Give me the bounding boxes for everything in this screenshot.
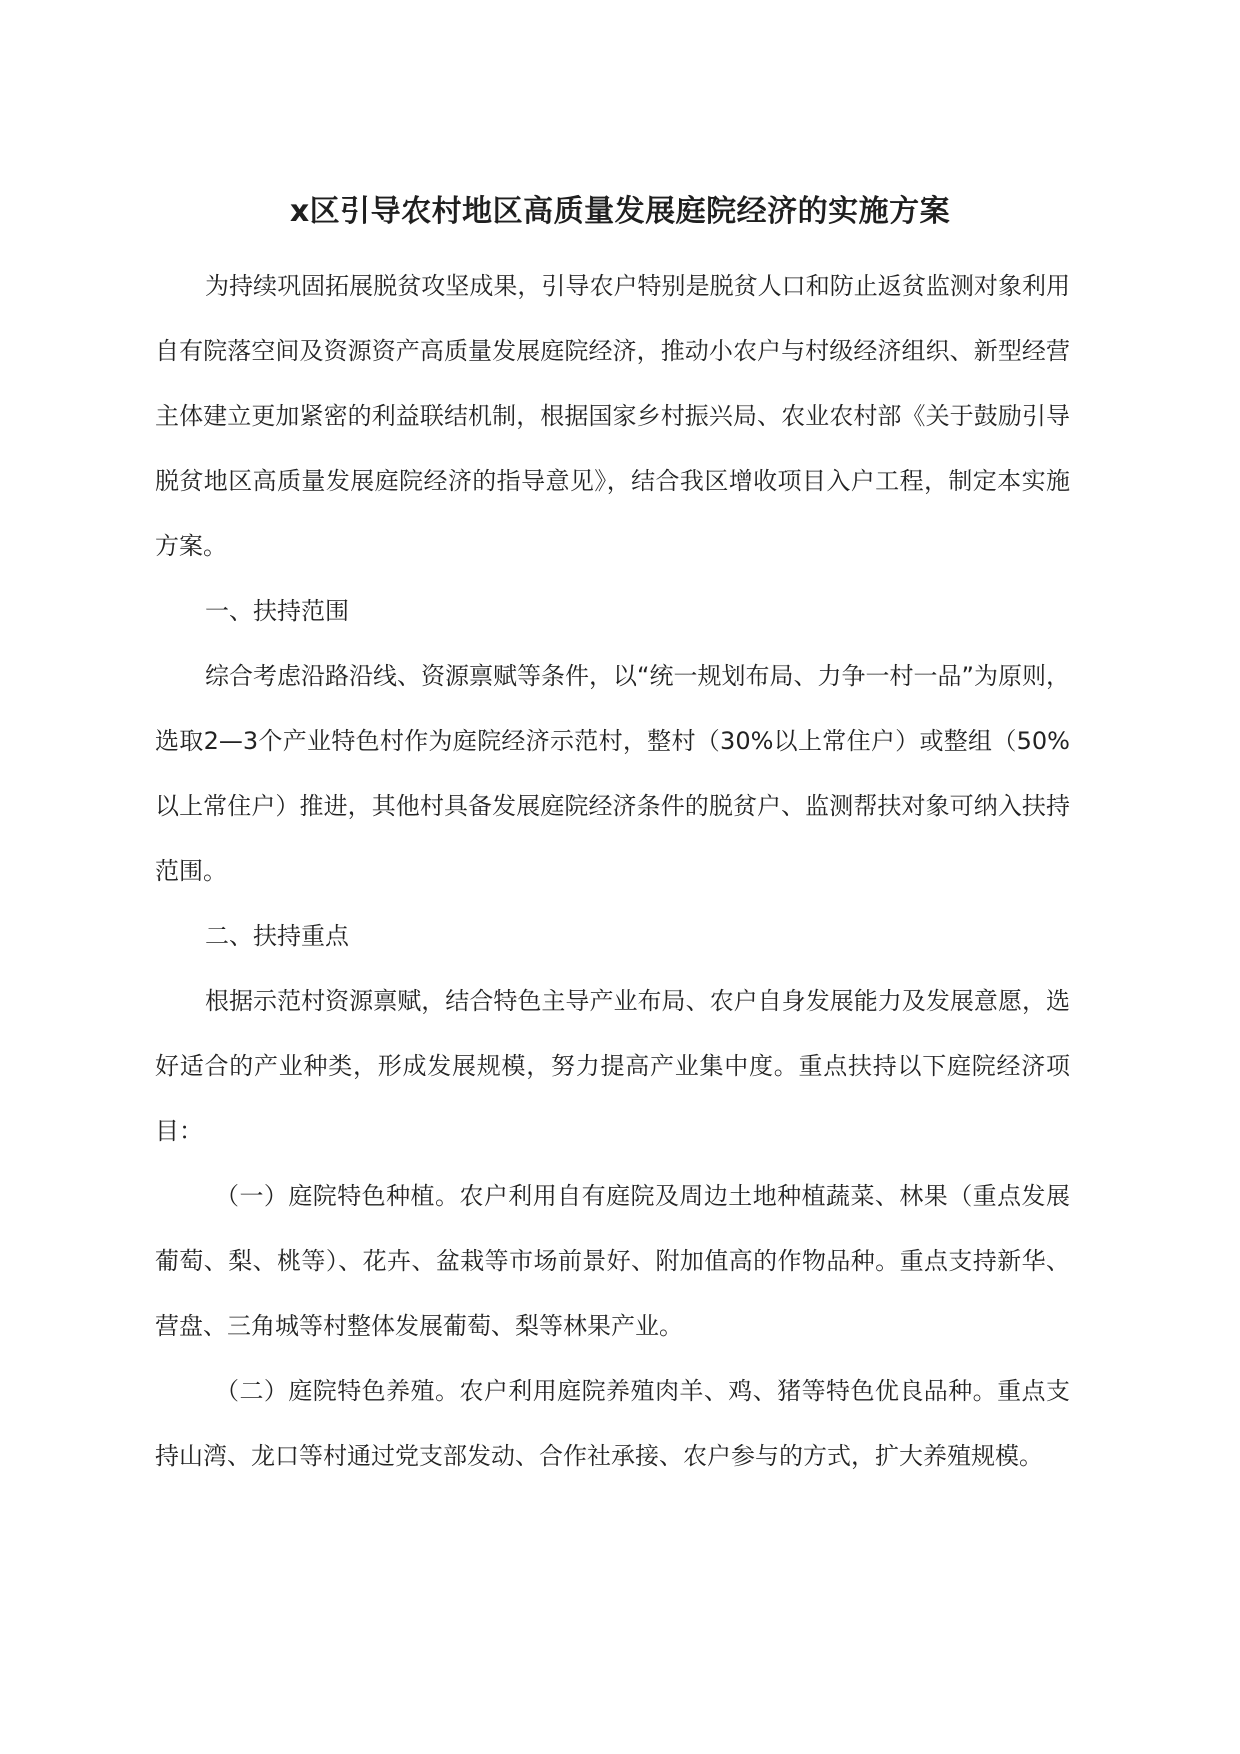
intro-paragraph: 为持续巩固拓展脱贫攻坚成果，引导农户特别是脱贫人口和防止返贫监测对象利用自有院落空间及资源资产高质量发展庭院经济，推动小农户与村级经济组织、新型经营主体建立更加紧密的利益联结机制，根据国家乡村振兴局、农业农村部《关于鼓励引导脱贫地区高质量发展庭院经济的指导意见》，结合我区增收项目入户工程，制定本实施方案。 xyxy=(155,272,1070,560)
document-title: x区引导农村地区高质量发展庭院经济的实施方案 xyxy=(289,194,951,229)
scope-paragraph: 综合考虑沿路沿线、资源禀赋等条件，以“统一规划布局、力争一村一品”为原则，选取2—3个产业特色村作为庭院经济示范村，整村（30%以上常住户）或整组（50%以上常住户）推进，其他村具备发展庭院经济条件的脱贫户、监测帮扶对象可纳入扶持范围。 xyxy=(155,662,1070,885)
section-heading-focus: 二、扶持重点 xyxy=(205,922,349,950)
planting-paragraph: （一）庭院特色种植。农户利用自有庭院及周边土地种植蔬菜、林果（重点发展葡萄、梨、桃等）、花卉、盆栽等市场前景好、附加值高的作物品种。重点支持新华、营盘、三角城等村整体发展葡萄、梨等林果产业。 xyxy=(155,1182,1070,1340)
focus-paragraph: 根据示范村资源禀赋，结合特色主导产业布局、农户自身发展能力及发展意愿，选好适合的产业种类，形成发展规模，努力提高产业集中度。重点扶持以下庭院经济项目： xyxy=(155,987,1070,1145)
section-heading-scope: 一、扶持范围 xyxy=(205,597,349,625)
document-body xyxy=(155,254,1070,1489)
breeding-paragraph: （二）庭院特色养殖。农户利用庭院养殖肉羊、鸡、猪等特色优良品种。重点支持山湾、龙口等村通过党支部发动、合作社承接、农户参与的方式，扩大养殖规模。 xyxy=(155,1377,1070,1470)
